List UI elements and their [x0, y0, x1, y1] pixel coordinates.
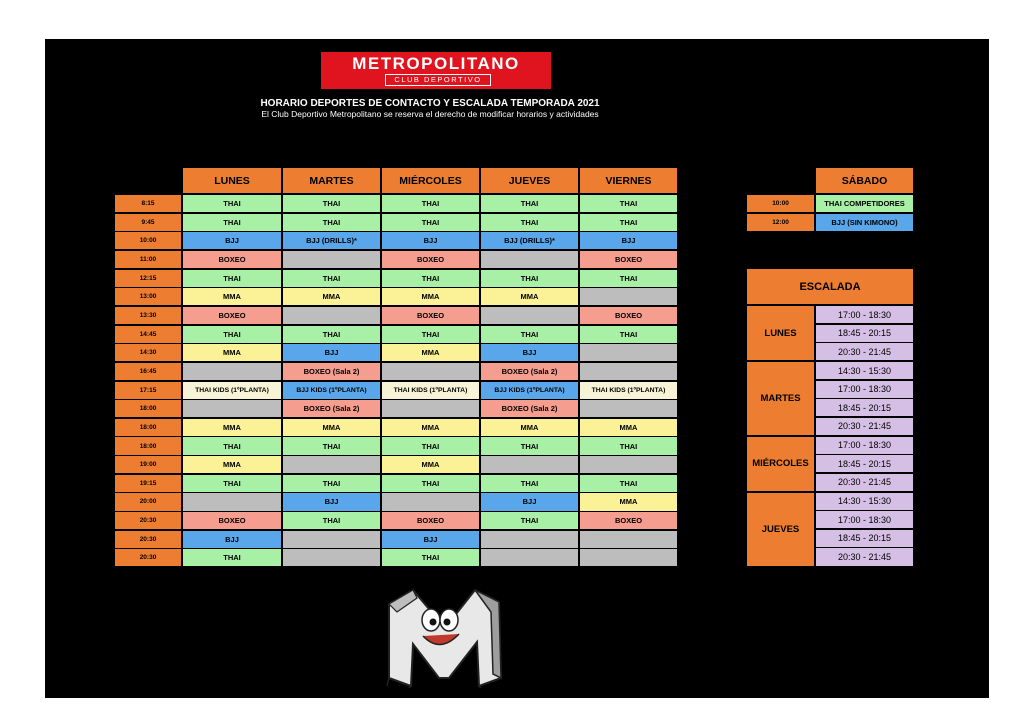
climbing-slot: 17:00 - 18:30 — [815, 305, 914, 324]
class-cell: MMA — [381, 455, 480, 474]
class-cell: THAI — [579, 213, 678, 232]
class-cell: BJJ — [282, 343, 381, 362]
class-cell: MMA — [381, 343, 480, 362]
class-cell: THAI — [282, 511, 381, 530]
class-cell — [282, 306, 381, 325]
class-cell: BOXEO (Sala 2) — [282, 362, 381, 381]
time-slot: 14:45 — [114, 325, 182, 344]
class-cell — [282, 250, 381, 269]
class-cell: THAI KIDS (1ºPLANTA) — [182, 381, 282, 400]
climbing-slot: 17:00 - 18:30 — [815, 380, 914, 399]
class-cell: THAI — [579, 269, 678, 288]
class-cell: THAI — [480, 511, 579, 530]
class-cell: BOXEO — [182, 306, 282, 325]
class-cell — [182, 399, 282, 418]
time-slot: 20:30 — [114, 530, 182, 549]
class-cell: THAI — [480, 436, 579, 455]
class-cell — [282, 455, 381, 474]
class-cell — [381, 492, 480, 511]
class-cell: MMA — [381, 418, 480, 437]
class-cell: THAI — [480, 194, 579, 213]
class-cell — [579, 362, 678, 381]
class-cell: THAI — [579, 474, 678, 493]
class-cell: THAI — [381, 269, 480, 288]
class-cell: BJJ — [182, 231, 282, 250]
time-slot: 8:15 — [114, 194, 182, 213]
letter-m-mascot-icon — [383, 582, 505, 688]
class-cell: MMA — [282, 287, 381, 306]
climbing-slot: 17:00 - 18:30 — [815, 510, 914, 529]
class-cell: BJJ — [480, 492, 579, 511]
class-cell: THAI — [381, 436, 480, 455]
class-cell: THAI — [282, 194, 381, 213]
class-cell: MMA — [480, 287, 579, 306]
class-cell: THAI — [480, 213, 579, 232]
time-slot: 18:00 — [114, 418, 182, 437]
time-slot: 18:00 — [114, 436, 182, 455]
class-cell: THAI — [381, 325, 480, 344]
class-cell: THAI — [182, 325, 282, 344]
saturday-activity: THAI COMPETIDORES — [815, 194, 914, 213]
class-cell: THAI KIDS (1ºPLANTA) — [381, 381, 480, 400]
class-cell: BJJ — [182, 530, 282, 549]
time-slot: 13:30 — [114, 306, 182, 325]
climbing-slot: 20:30 - 21:45 — [815, 473, 914, 492]
class-cell: THAI — [480, 269, 579, 288]
saturday-header: SÁBADO — [815, 167, 914, 194]
class-cell — [480, 250, 579, 269]
class-cell: BOXEO — [182, 250, 282, 269]
class-cell: BOXEO — [579, 306, 678, 325]
class-cell: THAI — [182, 213, 282, 232]
class-cell: BOXEO — [579, 511, 678, 530]
class-cell: MMA — [579, 418, 678, 437]
time-slot: 16:45 — [114, 362, 182, 381]
class-cell: THAI KIDS (1ºPLANTA) — [579, 381, 678, 400]
climbing-slot: 18:45 - 20:15 — [815, 454, 914, 473]
class-cell: THAI — [282, 213, 381, 232]
page-title: HORARIO DEPORTES DE CONTACTO Y ESCALADA TEMPORADA 2021 — [260, 98, 600, 109]
class-cell: THAI — [381, 474, 480, 493]
class-cell: THAI — [282, 474, 381, 493]
time-slot: 19:00 — [114, 455, 182, 474]
time-slot: 14:30 — [114, 343, 182, 362]
time-slot: 11:00 — [114, 250, 182, 269]
class-cell — [282, 548, 381, 567]
class-cell: THAI — [480, 474, 579, 493]
class-cell: BJJ — [480, 343, 579, 362]
class-cell — [182, 362, 282, 381]
class-cell: THAI — [381, 213, 480, 232]
class-cell: THAI — [182, 194, 282, 213]
climbing-slot: 18:45 - 20:15 — [815, 398, 914, 417]
class-cell — [480, 306, 579, 325]
class-cell — [579, 455, 678, 474]
class-cell: THAI — [579, 194, 678, 213]
climbing-day: LUNES — [746, 305, 815, 361]
time-slot: 20:30 — [114, 511, 182, 530]
class-cell: THAI — [282, 269, 381, 288]
class-cell: THAI — [282, 436, 381, 455]
class-cell — [480, 530, 579, 549]
logo-subtitle: CLUB DEPORTIVO — [385, 74, 491, 86]
class-cell: BJJ (DRILLS)* — [282, 231, 381, 250]
class-cell: THAI — [182, 548, 282, 567]
class-cell: BOXEO — [182, 511, 282, 530]
day-header-lunes: LUNES — [182, 167, 282, 194]
class-cell: MMA — [381, 287, 480, 306]
day-header-martes: MARTES — [282, 167, 381, 194]
class-cell: MMA — [182, 455, 282, 474]
class-cell — [480, 548, 579, 567]
climbing-slot: 14:30 - 15:30 — [815, 492, 914, 511]
class-cell — [381, 362, 480, 381]
saturday-activity: BJJ (SIN KIMONO) — [815, 213, 914, 232]
class-cell: BOXEO — [381, 511, 480, 530]
climbing-header: ESCALADA — [746, 268, 914, 305]
class-cell: MMA — [282, 418, 381, 437]
class-cell: THAI — [381, 194, 480, 213]
class-cell: MMA — [182, 287, 282, 306]
time-slot: 12:15 — [114, 269, 182, 288]
class-cell: MMA — [480, 418, 579, 437]
time-slot: 18:00 — [114, 399, 182, 418]
climbing-day: MARTES — [746, 361, 815, 436]
climbing-slot: 18:45 - 20:15 — [815, 529, 914, 548]
class-cell: MMA — [579, 492, 678, 511]
climbing-day: JUEVES — [746, 492, 815, 567]
class-cell — [381, 399, 480, 418]
class-cell: THAI — [182, 436, 282, 455]
class-cell — [579, 548, 678, 567]
climbing-slot: 14:30 - 15:30 — [815, 361, 914, 380]
climbing-slot: 20:30 - 21:45 — [815, 547, 914, 566]
page-subtitle: El Club Deportivo Metropolitano se reserva el derecho de modificar horarios y actividades — [261, 109, 599, 119]
class-cell: BOXEO (Sala 2) — [480, 399, 579, 418]
logo-title: METROPOLITANO — [352, 54, 520, 73]
class-cell: THAI — [381, 548, 480, 567]
class-cell: BOXEO (Sala 2) — [282, 399, 381, 418]
time-slot: 9:45 — [114, 213, 182, 232]
climbing-slot: 20:30 - 21:45 — [815, 417, 914, 436]
climbing-slot: 20:30 - 21:45 — [815, 342, 914, 361]
class-cell: BJJ — [579, 231, 678, 250]
class-cell: BJJ KIDS (1ºPLANTA) — [480, 381, 579, 400]
class-cell: MMA — [182, 343, 282, 362]
class-cell: THAI — [480, 325, 579, 344]
class-cell: THAI — [579, 436, 678, 455]
climbing-slot: 18:45 - 20:15 — [815, 324, 914, 343]
class-cell — [579, 399, 678, 418]
class-cell: MMA — [182, 418, 282, 437]
time-slot: 19:15 — [114, 474, 182, 493]
day-header-miércoles: MIÉRCOLES — [381, 167, 480, 194]
class-cell — [480, 455, 579, 474]
class-cell: BOXEO — [381, 306, 480, 325]
day-header-viernes: VIERNES — [579, 167, 678, 194]
saturday-time: 10:00 — [746, 194, 815, 213]
class-cell: BJJ — [381, 231, 480, 250]
class-cell: THAI — [282, 325, 381, 344]
class-cell: BJJ — [381, 530, 480, 549]
class-cell: BOXEO — [579, 250, 678, 269]
time-slot: 17:15 — [114, 381, 182, 400]
climbing-day: MIÉRCOLES — [746, 436, 815, 492]
time-slot: 13:00 — [114, 287, 182, 306]
time-slot: 20:30 — [114, 548, 182, 567]
class-cell: THAI — [182, 269, 282, 288]
class-cell — [579, 287, 678, 306]
class-cell — [282, 530, 381, 549]
class-cell: BOXEO (Sala 2) — [480, 362, 579, 381]
saturday-time: 12:00 — [746, 213, 815, 232]
class-cell — [182, 492, 282, 511]
class-cell: BJJ KIDS (1ºPLANTA) — [282, 381, 381, 400]
class-cell: BJJ (DRILLS)* — [480, 231, 579, 250]
class-cell: BJJ — [282, 492, 381, 511]
class-cell — [579, 343, 678, 362]
time-slot: 20:00 — [114, 492, 182, 511]
class-cell: THAI — [579, 325, 678, 344]
day-header-jueves: JUEVES — [480, 167, 579, 194]
time-slot: 10:00 — [114, 231, 182, 250]
class-cell — [579, 530, 678, 549]
class-cell: BOXEO — [381, 250, 480, 269]
class-cell: THAI — [182, 474, 282, 493]
climbing-slot: 17:00 - 18:30 — [815, 436, 914, 455]
